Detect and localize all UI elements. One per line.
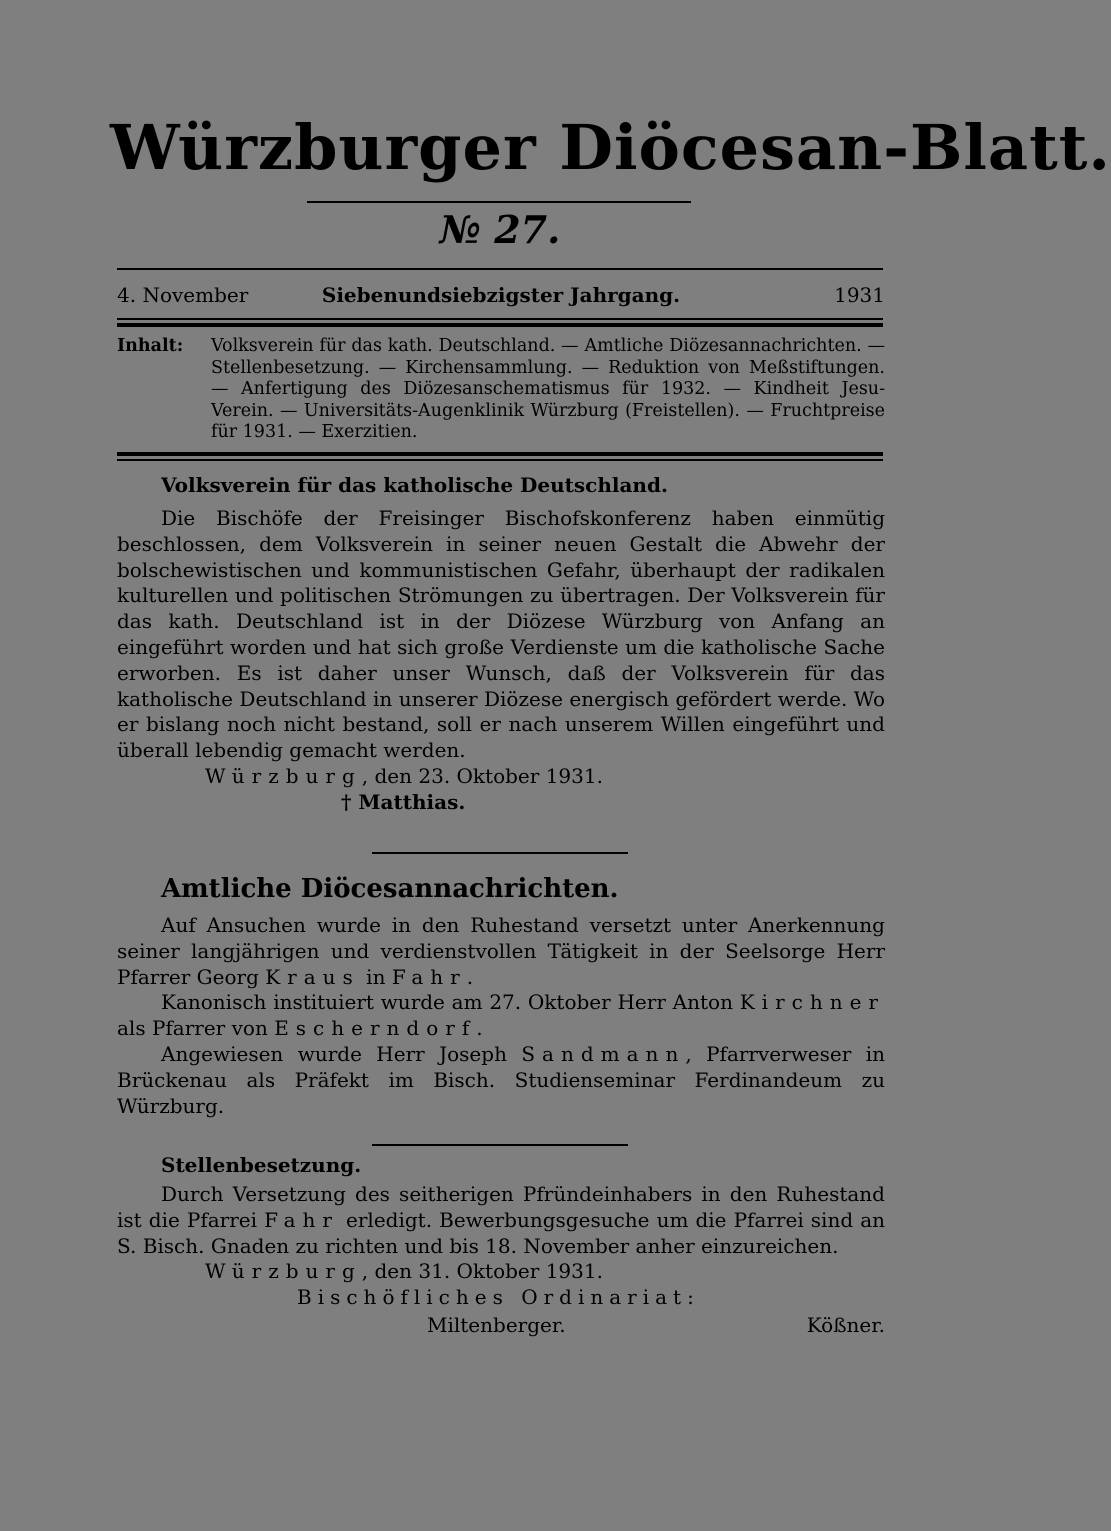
person-name-sandmann: Sandmann	[521, 1041, 686, 1066]
text-run: in	[359, 964, 392, 989]
text-run: Durch Versetzung des seitherigen Pfründeinhabers in den Ruhestand ist die Pfarrei	[117, 1182, 885, 1232]
stellen-place: Würzburg	[205, 1259, 362, 1284]
masthead-rule	[307, 201, 691, 203]
contents-rule-thick	[117, 452, 883, 456]
issue-date: 4. November	[117, 283, 249, 307]
table-of-contents	[117, 336, 885, 444]
stellen-heading: Stellenbesetzung.	[161, 1153, 362, 1177]
volksverein-body: Die Bischöfe der Freisinger Bischofskonferenz haben einmütig beschlossen, dem Volksverein in seiner neuen Gestalt die Abwehr der bolschewistischen und kommunistischen Gefahr, überhaupt der radikalen kulturellen und politischen Strömungen zu übertragen. Der Volksverein für das kath. Deutschland ist in der Diözese Würzburg von Anfang an eingeführt worden und hat sich große Verdienste um die katholische Sache erworben. Es ist daher unser Wunsch, daß der Volksverein für das katholische Deutschland in unserer Diözese energisch gefördert werde. Wo er bislang noch nicht bestand, soll er nach unserem Willen eingeführt und überall lebendig gemacht werden.	[117, 506, 885, 763]
contents-label: Inhalt:	[117, 336, 184, 356]
volume-label: Siebenundsiebzigster Jahrgang.	[321, 283, 681, 307]
nachrichten-heading: Amtliche Diöcesannachrichten.	[161, 874, 619, 904]
double-rule-thin	[117, 318, 883, 320]
text-run: .	[476, 1016, 483, 1041]
text-run: Kanonisch instituiert wurde am 27. Oktober Herr Anton	[161, 990, 740, 1015]
section-nachrichten	[117, 873, 885, 1119]
section-divider-2	[372, 1144, 628, 1146]
contents-text: Volksverein für das kath. Deutschland. — Amtliche Diözesannachrichten. — Stellenbesetzung. — Kirchensammlung. — Reduktion von Meßstiftungen. — Anfertigung des Diözesanschematismus für 1932. — Kindheit Jesu-Verein. — Universitäts-Augenklinik Würzburg (Freistellen). — Fruchtpreise für 1931. — Exerzitien.	[211, 336, 885, 442]
stellen-dateline	[117, 1259, 885, 1285]
person-name-kirchner: Kirchner	[739, 990, 885, 1015]
section-volksverein	[117, 472, 885, 816]
place-fahr-2: Fahr	[264, 1207, 339, 1232]
signature-block	[117, 1285, 885, 1341]
person-name-kraus: Kraus	[265, 964, 360, 989]
text-run: erledigt. Bewerbungsgesuche um die Pfarrei sind an S. Bisch. Gnaden zu richten und bis 18. November anher einzureichen.	[117, 1207, 885, 1258]
issue-number: № 27.	[439, 207, 561, 252]
signer-miltenberger: Miltenberger.	[427, 1313, 566, 1338]
text-run: Auf Ansuchen wurde in den Ruhestand versetzt unter Anerkennung seiner langjährigen und verdienstvollen Tätigkeit in der Seelsorge Herr Pfarrer Georg	[117, 913, 885, 989]
issue-year: 1931	[834, 283, 885, 307]
signer-koessner: Kößner.	[806, 1313, 885, 1338]
volksverein-place: Würzburg	[205, 763, 362, 788]
text-run: , Pfarrverweser in Brückenau als Präfekt im Bisch. Studienseminar Ferdinandeum zu Würzburg.	[117, 1041, 885, 1118]
volksverein-heading: Volksverein für das katholische Deutschland.	[161, 473, 668, 497]
section-stellenbesetzung	[117, 1152, 885, 1341]
nachrichten-paragraph-2	[117, 990, 885, 1042]
volksverein-date: , den 23. Oktober 1931.	[361, 763, 603, 788]
place-fahr: Fahr	[391, 964, 467, 989]
top-rule	[117, 268, 883, 270]
volksverein-dateline	[117, 764, 885, 790]
place-eschernndorf: Escherndorf	[274, 1016, 477, 1041]
stellen-date: , den 31. Oktober 1931.	[361, 1259, 603, 1284]
text-run: als Pfarrer von	[117, 1016, 275, 1041]
volksverein-signature: † Matthias.	[341, 789, 466, 814]
text-run: .	[466, 964, 474, 989]
section-divider-1	[372, 852, 628, 854]
masthead-title: Würzburger Diöcesan-Blatt.	[110, 111, 1111, 184]
contents-rule-thin	[117, 459, 883, 461]
stellen-paragraph	[117, 1182, 885, 1259]
text-run: Angewiesen wurde Herr Joseph	[161, 1041, 522, 1066]
double-rule-thick	[117, 323, 883, 327]
ordinariat-label: Bischöfliches Ordinariat:	[297, 1285, 700, 1310]
nachrichten-paragraph-1	[117, 913, 885, 990]
nachrichten-paragraph-3	[117, 1042, 885, 1119]
